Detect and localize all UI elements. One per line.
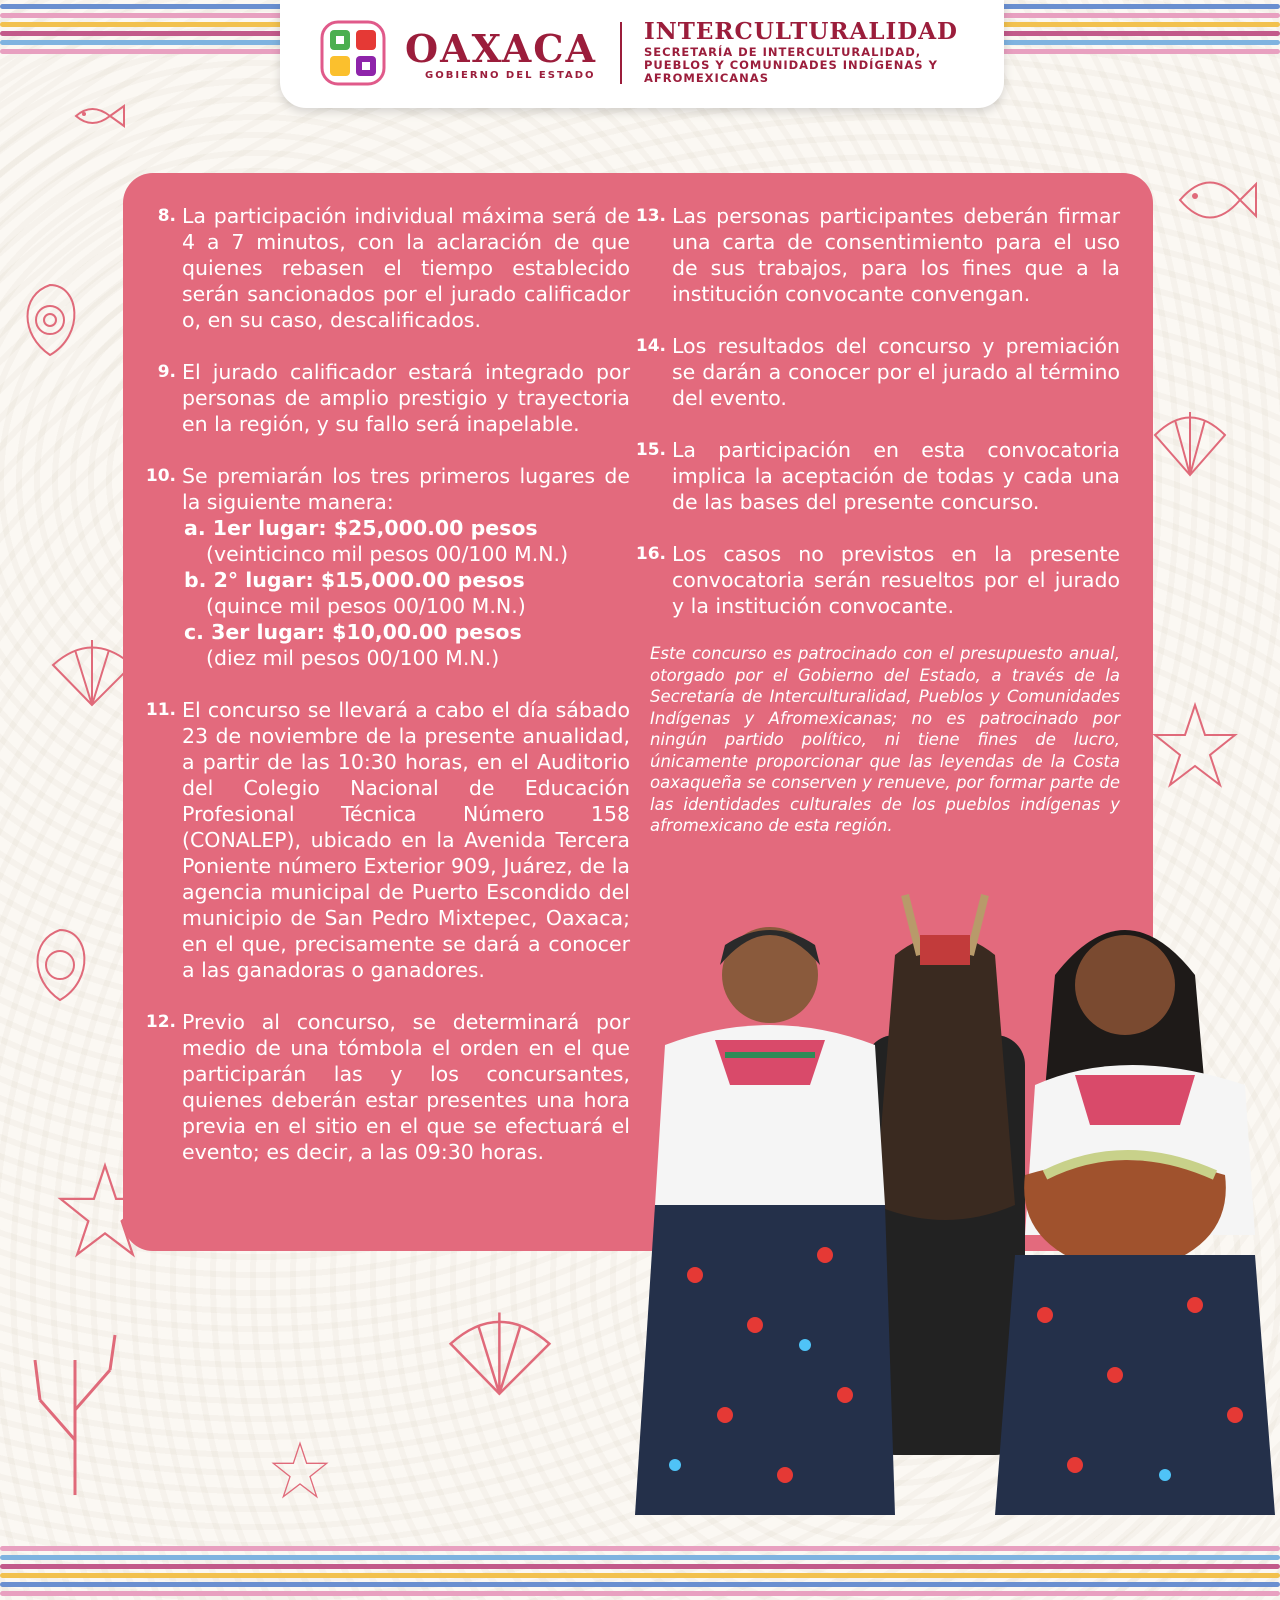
brand-subtitle: GOBIERNO DEL ESTADO — [425, 70, 596, 81]
rule-item — [145, 697, 630, 983]
rule-text: Previo al concurso, se determinará por medio de una tómbola el orden en el que participarán las y los concursantes, quienes deberán estar presentes una hora previa en el sitio en el que se efectuará el evento; es decir, a las 09:30 horas. — [182, 1010, 630, 1164]
prize-first-words: (veinticinco mil pesos 00/100 M.N.) — [206, 542, 569, 566]
rule-item — [635, 333, 1120, 411]
rule-number: 12. — [145, 1012, 176, 1032]
rule-text: Se premiarán los tres primeros lugares de la siguiente manera: — [182, 464, 630, 514]
rule-number: 9. — [157, 362, 176, 382]
header-divider — [620, 22, 622, 84]
woman-right — [995, 930, 1275, 1515]
rule-text: El concurso se llevará a cabo el día sábado 23 de noviembre de la presente anualidad, a partir de las 10:30 horas, en el Auditorio del Colegio Nacional de Educación Profesional Técnica Número 158 (CONALEP), ubicado en la Avenida Tercera Poniente número Exterior 909, Juárez, de la agencia municipal de Puerto Escondido del municipio de San Pedro Mixtepec, Oaxaca; en el que, precisamente se dará a conocer a las ganadoras o ganadores. — [182, 698, 630, 982]
prize-second-words: (quince mil pesos 00/100 M.N.) — [206, 594, 526, 618]
scallop-shell-icon — [1145, 400, 1235, 480]
woman-left — [635, 927, 895, 1515]
scallop-shell-icon — [440, 1300, 560, 1400]
tropical-fish-icon — [1170, 160, 1260, 240]
starfish-icon — [1150, 700, 1240, 790]
bottom-stripes — [0, 1542, 1280, 1600]
rule-number: 10. — [145, 466, 176, 486]
rule-item — [145, 1009, 630, 1165]
rule-item — [635, 437, 1120, 515]
rule-text: El jurado calificador estará integrado por personas de amplio prestigio y trayectoria en la región, y su fallo será inapelable. — [182, 360, 630, 436]
oaxaca-logo-icon — [320, 20, 386, 86]
secretariat-title: INTERCULTURALIDAD — [644, 18, 959, 45]
rule-number: 16. — [635, 544, 666, 564]
prize-third: c. 3er lugar: $10,00.00 pesos — [184, 620, 522, 644]
rule-text: Los resultados del concurso y premiación se darán a conocer por el jurado al término del evento. — [672, 334, 1120, 410]
rule-text: Las personas participantes deberán firmar una carta de consentimiento para el uso de sus trabajos, para los fines que a la institución convocante convengan. — [672, 204, 1120, 306]
rule-text: La participación individual máxima será de 4 a 7 minutos, con la aclaración de que quienes rebasen el tiempo establecido serán sancionados por el jurado calificador o, en su caso, descalificados. — [182, 204, 630, 332]
rule-item — [635, 541, 1120, 619]
shell-icon — [20, 920, 100, 1010]
rule-number: 14. — [635, 336, 666, 356]
rule-number: 15. — [635, 440, 666, 460]
rule-number: 13. — [635, 206, 666, 226]
rule-text: La participación en esta convocatoria implica la aceptación de todas y cada una de las bases del presente concurso. — [672, 438, 1120, 514]
starfish-icon — [270, 1440, 330, 1500]
rule-number: 8. — [157, 206, 176, 226]
rule-item — [635, 203, 1120, 307]
rule-item — [150, 203, 630, 333]
coral-icon — [20, 1320, 130, 1500]
right-column — [635, 203, 1120, 645]
participants-photo — [635, 875, 1280, 1530]
secretariat-subtitle: SECRETARÍA DE INTERCULTURALIDAD, PUEBLOS Y COMUNIDADES INDÍGENAS Y AFROMEXICANAS — [644, 45, 938, 85]
rule-item — [145, 463, 630, 671]
rule-item — [150, 359, 630, 437]
brand-title: OAXACA — [405, 26, 597, 71]
shell-icon — [10, 275, 90, 365]
rule-text: Los casos no previstos en la presente convocatoria serán resueltos por el jurado y la institución convocante. — [672, 542, 1120, 618]
prize-second: b. 2° lugar: $15,000.00 pesos — [184, 568, 525, 592]
fish-icon — [68, 98, 128, 134]
prize-third-words: (diez mil pesos 00/100 M.N.) — [206, 646, 500, 670]
sponsorship-footnote: Este concurso es patrocinado con el presupuesto anual, otorgado por el Gobierno del Estado, a través de la Secretaría de Interculturalidad, Pueblos y Comunidades Indígenas y Afromexicanas; no es patrocinado por ningún partido político, ni tiene fines de lucro, únicamente proporcionar que las leyendas de la Costa oaxaqueña se conserven y renueve, por formar parte de las identidades culturales de los pueblos indígenas y afromexicano de esta región. — [650, 644, 1120, 835]
header-card — [280, 0, 1004, 108]
left-column — [145, 203, 630, 1191]
prize-list — [182, 515, 630, 671]
prize-first: a. 1er lugar: $25,000.00 pesos — [184, 516, 538, 540]
rule-number: 11. — [145, 700, 176, 720]
